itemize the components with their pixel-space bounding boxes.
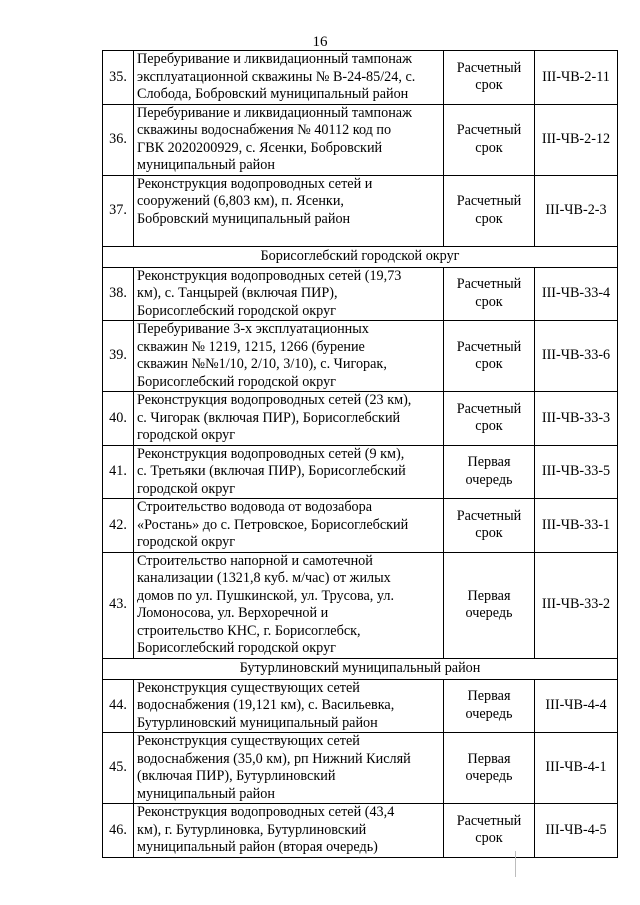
description-line: «Ростань» до с. Петровское, Борисоглебский <box>137 516 409 533</box>
description-line: Реконструкция водопроводных сетей (23 км), <box>137 392 412 408</box>
measure-code: III-ЧВ-2-12 <box>535 104 618 175</box>
term-line: срок <box>475 77 503 94</box>
description-line: сооружений (6,803 км), п. Ясенки, <box>137 193 344 209</box>
implementation-term <box>444 392 535 446</box>
description-line: водоснабжения (19,121 км), с. Васильевка, <box>137 697 395 713</box>
row-number: 37. <box>103 175 134 246</box>
measure-code: III-ЧВ-2-11 <box>535 51 618 105</box>
table-body <box>103 51 618 858</box>
table-row <box>103 321 618 392</box>
table-row <box>103 104 618 175</box>
description-line: км), г. Бутурлиновка, Бутурлиновский <box>137 821 367 838</box>
description-line: (включая ПИР), Бутурлиновский <box>137 768 336 784</box>
description-line: эксплуатационной скважины № В-24-85/24, с. <box>137 68 416 85</box>
measure-code: III-ЧВ-33-2 <box>535 552 618 658</box>
row-number: 35. <box>103 51 134 105</box>
measure-code: III-ЧВ-33-3 <box>535 392 618 446</box>
table-row <box>103 552 618 658</box>
description-line: скважин №№1/10, 2/10, 3/10), с. Чигорак, <box>137 356 387 372</box>
term-line: срок <box>475 356 503 372</box>
description-line: муниципальный район <box>137 157 275 173</box>
description-line: муниципальный район (вторая очередь) <box>137 839 378 855</box>
measure-description <box>134 321 444 392</box>
description-line: Реконструкция водопроводных сетей и <box>137 175 373 192</box>
measure-description <box>134 267 444 321</box>
measure-code: III-ЧВ-33-6 <box>535 321 618 392</box>
term-line: срок <box>475 293 503 310</box>
measure-description <box>134 552 444 658</box>
implementation-term <box>444 499 535 553</box>
row-number: 43. <box>103 552 134 658</box>
row-number: 36. <box>103 104 134 175</box>
term-line: Расчетный <box>456 400 522 417</box>
description-line: Бутурлиновский муниципальный район <box>137 714 378 731</box>
description-line: Перебуривание и ликвидационный тампонаж <box>137 104 412 121</box>
term-line: очередь <box>465 471 513 488</box>
measure-code: III-ЧВ-4-4 <box>535 679 618 733</box>
term-line: срок <box>475 139 503 156</box>
implementation-term <box>444 267 535 321</box>
description-line: городской округ <box>137 480 236 497</box>
table-row <box>103 804 618 858</box>
description-line: Перебуривание и ликвидационный тампонаж <box>137 51 412 67</box>
term-line: Расчетный <box>456 193 522 209</box>
measure-description <box>134 51 444 105</box>
table-row <box>103 267 618 321</box>
term-line: Расчетный <box>456 59 522 76</box>
description-line: городской округ <box>137 427 236 443</box>
description-line: канализации (1321,8 куб. м/час) от жилых <box>137 570 391 586</box>
measure-description <box>134 679 444 733</box>
implementation-term <box>444 552 535 658</box>
scan-artifact-line <box>515 851 516 877</box>
term-line: срок <box>475 525 503 542</box>
description-line: Ломоносова, ул. Верхоречной и <box>137 605 329 621</box>
description-line: Реконструкция водопроводных сетей (43,4 <box>137 804 395 820</box>
implementation-term <box>444 733 535 804</box>
table-row <box>103 499 618 553</box>
page-number: 16 <box>312 34 328 50</box>
description-line: Слобода, Бобровский муниципальный район <box>137 86 409 102</box>
table-row <box>103 51 618 105</box>
description-line: скважины водоснабжения № 40112 код по <box>137 122 392 138</box>
implementation-term <box>444 321 535 392</box>
term-line: Первая <box>467 688 511 705</box>
description-line: Реконструкция водопроводных сетей (19,73 <box>137 267 402 284</box>
term-line: Первая <box>467 587 511 604</box>
section-header-row <box>103 658 618 679</box>
description-line: Реконструкция существующих сетей <box>137 733 360 749</box>
term-line: Расчетный <box>456 812 522 829</box>
row-number: 38. <box>103 267 134 321</box>
measure-description <box>134 175 444 246</box>
row-number: 42. <box>103 499 134 553</box>
description-line: Реконструкция существующих сетей <box>137 679 360 696</box>
implementation-term <box>444 175 535 246</box>
measure-description <box>134 733 444 804</box>
section-title: Бутурлиновский муниципальный район <box>103 658 618 679</box>
section-title: Борисоглебский городской округ <box>103 246 618 267</box>
measure-description <box>134 804 444 858</box>
description-line: Бобровский муниципальный район <box>137 210 351 227</box>
description-line: строительство КНС, г. Борисоглебск, <box>137 622 361 639</box>
term-line: Расчетный <box>456 122 522 138</box>
description-line: Перебуривание 3-х эксплуатационных <box>137 321 369 337</box>
measure-description <box>134 392 444 446</box>
description-line: с. Чигорак (включая ПИР), Борисоглебский <box>137 409 401 426</box>
measure-code: III-ЧВ-33-4 <box>535 267 618 321</box>
measure-description <box>134 499 444 553</box>
term-line: срок <box>475 418 503 435</box>
description-line: Борисоглебский городской округ <box>137 302 336 319</box>
term-line: очередь <box>465 705 513 722</box>
description-line: водоснабжения (35,0 км), рп Нижний Кисляй <box>137 750 411 767</box>
table-row <box>103 733 618 804</box>
description-line: км), с. Танцырей (включая ПИР), <box>137 285 338 301</box>
term-line: срок <box>475 830 503 847</box>
term-line: срок <box>475 210 503 227</box>
description-line: Строительство водовода от водозабора <box>137 499 373 515</box>
table-row <box>103 392 618 446</box>
implementation-term <box>444 51 535 105</box>
row-number: 41. <box>103 445 134 499</box>
implementation-term <box>444 679 535 733</box>
term-line: Расчетный <box>456 507 522 524</box>
description-line: с. Третьяки (включая ПИР), Борисоглебский <box>137 463 406 479</box>
description-line: ГВК 2020200929, с. Ясенки, Бобровский <box>137 139 383 156</box>
implementation-term <box>444 804 535 858</box>
measure-code: III-ЧВ-2-3 <box>535 175 618 246</box>
measure-description <box>134 104 444 175</box>
row-number: 46. <box>103 804 134 858</box>
description-line: скважин № 1219, 1215, 1266 (бурение <box>137 338 365 355</box>
description-line: Борисоглебский городской округ <box>137 640 336 656</box>
term-line: очередь <box>465 768 513 784</box>
term-line: Первая <box>467 454 511 471</box>
implementation-term <box>444 445 535 499</box>
measure-code: III-ЧВ-33-1 <box>535 499 618 553</box>
measures-table <box>102 50 618 858</box>
description-line: домов по ул. Пушкинской, ул. Трусова, ул. <box>137 587 394 604</box>
measure-code: III-ЧВ-33-5 <box>535 445 618 499</box>
description-line: Реконструкция водопроводных сетей (9 км), <box>137 445 405 462</box>
description-line: муниципальный район <box>137 785 275 802</box>
row-number: 45. <box>103 733 134 804</box>
table-row <box>103 445 618 499</box>
term-line: Расчетный <box>456 338 522 355</box>
table-row <box>103 175 618 246</box>
row-number: 40. <box>103 392 134 446</box>
description-line <box>137 228 441 246</box>
implementation-term <box>444 104 535 175</box>
row-number: 44. <box>103 679 134 733</box>
description-line: Строительство напорной и самотечной <box>137 552 373 569</box>
table-row <box>103 679 618 733</box>
term-line: Расчетный <box>456 276 522 293</box>
term-line: очередь <box>465 605 513 621</box>
measure-code: III-ЧВ-4-5 <box>535 804 618 858</box>
row-number: 39. <box>103 321 134 392</box>
description-line: городской округ <box>137 534 236 550</box>
measure-description <box>134 445 444 499</box>
measure-code: III-ЧВ-4-1 <box>535 733 618 804</box>
term-line: Первая <box>467 750 511 767</box>
description-line: Борисоглебский городской округ <box>137 373 336 390</box>
section-header-row <box>103 246 618 267</box>
